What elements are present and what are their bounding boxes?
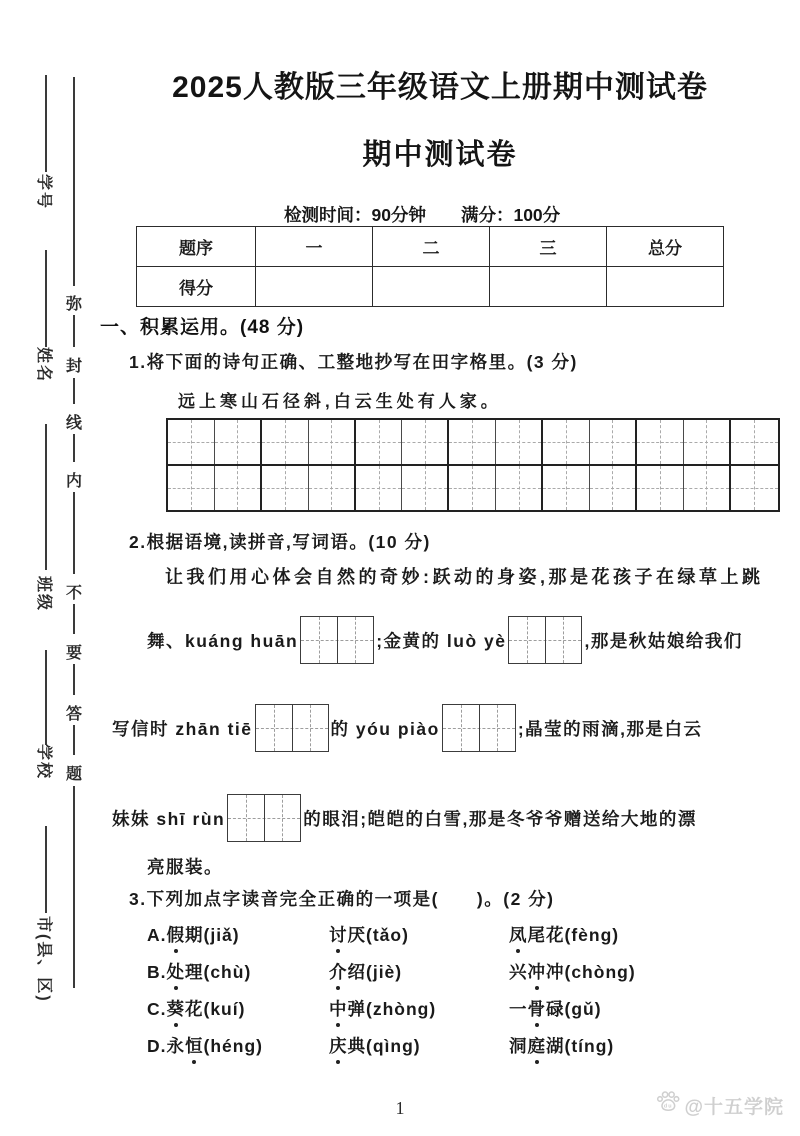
- option-item: D.永恒(héng): [147, 1033, 329, 1058]
- seal-char: 答: [65, 706, 82, 723]
- tian-cell: [449, 466, 496, 510]
- question-2-segment: 的 yóu piào: [330, 718, 440, 739]
- seal-line-segment: [73, 492, 75, 574]
- q3-options: [147, 916, 780, 1064]
- tian-cell: [590, 420, 637, 464]
- score-table-cell: 二: [373, 227, 490, 267]
- watermark: [655, 1089, 784, 1121]
- option-item: 讨厌(tǎo): [329, 922, 509, 947]
- score-table-cell: 题序: [137, 227, 256, 267]
- tian-cell: [215, 420, 262, 464]
- tian-cell: [168, 420, 215, 464]
- option-item: A.假期(jiǎ): [147, 922, 329, 947]
- tian-cell: [402, 420, 449, 464]
- pinyin-answer-box: [300, 616, 374, 664]
- section-heading: 一、积累运用。(48 分): [100, 317, 305, 338]
- dotted-char: 凤: [509, 922, 528, 947]
- tian-cell: [262, 466, 309, 510]
- tian-cell: [637, 420, 684, 464]
- svg-text:du: du: [664, 1103, 674, 1110]
- seal-line-segment: [73, 77, 75, 286]
- question-3-text: 3.下列加点字读音完全正确的一项是( )。(2 分): [129, 889, 555, 909]
- question-2-segment: 亮服装。: [147, 856, 223, 877]
- tian-cell: [543, 420, 590, 464]
- field-label-name: 姓名: [35, 347, 52, 384]
- pinyin-answer-box: [442, 704, 516, 752]
- field-blank-line: [45, 650, 47, 745]
- question-2-line: [147, 850, 223, 882]
- field-blank-line: [45, 826, 47, 913]
- tian-grid: [166, 418, 780, 512]
- tian-cell: [731, 466, 778, 510]
- option-row: [147, 916, 780, 953]
- option-item: 庆典(qìng): [329, 1033, 509, 1058]
- seal-char: 题: [65, 766, 82, 783]
- option-item: 兴冲冲(chòng): [509, 959, 780, 984]
- tian-cell: [731, 420, 778, 464]
- field-label-class: 班级: [35, 576, 52, 613]
- question-2-line: [112, 790, 697, 846]
- question-2-segment: 的眼泪;皑皑的白雪,那是冬爷爷赠送给大地的漂: [303, 808, 697, 829]
- dotted-char: 骨: [528, 996, 547, 1021]
- field-label-school: 学校: [35, 744, 52, 781]
- tian-cell: [496, 420, 543, 464]
- score-table-cell: 一: [256, 227, 373, 267]
- question-2-segment: ;金黄的 luò yè: [376, 630, 507, 651]
- score-blank-cell: [256, 267, 373, 307]
- option-item: B.处理(chù): [147, 959, 329, 984]
- tian-cell: [637, 466, 684, 510]
- seal-line-segment: [73, 725, 75, 755]
- question-2-segment: ;晶莹的雨滴,那是白云: [517, 718, 703, 739]
- tian-cell: [356, 466, 403, 510]
- score-blank-cell: [373, 267, 490, 307]
- seal-line-segment: [73, 786, 75, 988]
- seal-line-segment: [73, 434, 75, 462]
- tian-cell: [684, 420, 731, 464]
- tian-cell: [543, 466, 590, 510]
- dotted-char: 庭: [528, 1033, 547, 1058]
- pinyin-answer-box: [255, 704, 329, 752]
- tian-cell: [496, 466, 543, 510]
- field-blank-line: [45, 250, 47, 347]
- question-2-line: [147, 612, 743, 668]
- seal-line-segment: [73, 664, 75, 695]
- option-item: 介绍(jiè): [329, 959, 509, 984]
- tian-cell: [402, 466, 449, 510]
- score-table: [136, 226, 724, 307]
- tian-grid-row: [168, 420, 778, 464]
- score-table-cell: 三: [490, 227, 607, 267]
- tian-cell: [309, 466, 356, 510]
- tian-cell: [590, 466, 637, 510]
- paw-icon: [655, 1089, 681, 1121]
- seal-line-segment: [73, 378, 75, 404]
- question-1-text: 1.将下面的诗句正确、工整地抄写在田字格里。(3 分): [129, 352, 578, 372]
- tian-grid-row: [168, 464, 778, 510]
- option-item: 洞庭湖(tíng): [509, 1033, 780, 1058]
- field-blank-line: [45, 75, 47, 172]
- score-blank-cell: [607, 267, 724, 307]
- question-2-segment: ,那是秋姑娘给我们: [584, 630, 743, 651]
- field-label-city: 市(县、区): [35, 916, 52, 1003]
- dotted-char: 冲: [528, 959, 547, 984]
- question-2-intro: 让我们用心体会自然的奇妙:跃动的身姿,那是花孩子在绿草上跳: [165, 567, 764, 587]
- option-item: 中弹(zhòng): [329, 996, 509, 1021]
- score-table-cell: 得分: [137, 267, 256, 307]
- question-2-segment: 舞、kuáng huān: [147, 630, 299, 651]
- seal-char: 要: [65, 645, 82, 662]
- seal-char: 线: [65, 415, 82, 432]
- page-title: 2025人教版三年级语文上册期中测试卷: [172, 71, 708, 104]
- tian-cell: [309, 420, 356, 464]
- tian-cell: [262, 420, 309, 464]
- page-number: 1: [395, 1098, 405, 1118]
- exam-info: 检测时间：90分钟 满分：100分: [284, 205, 561, 225]
- tian-cell: [356, 420, 403, 464]
- seal-char: 不: [65, 585, 82, 602]
- score-table-cell: 总分: [607, 227, 724, 267]
- watermark-text: @十五学院: [684, 1096, 784, 1118]
- field-label-student-number: 学号: [35, 174, 52, 211]
- seal-line-segment: [73, 315, 75, 347]
- dotted-char: 葵: [167, 996, 186, 1021]
- question-2-segment: 妹妹 shī rùn: [112, 808, 226, 829]
- seal-char: 内: [65, 473, 82, 490]
- dotted-char: 庆: [329, 1033, 348, 1058]
- page-subtitle: 期中测试卷: [362, 139, 518, 171]
- question-2-segment: 写信时 zhān tiē: [112, 718, 253, 739]
- pinyin-answer-box: [227, 794, 301, 842]
- pinyin-answer-box: [508, 616, 582, 664]
- dotted-char: 恒: [185, 1033, 204, 1058]
- seal-char: 弥: [65, 296, 82, 313]
- field-blank-line: [45, 424, 47, 570]
- tian-cell: [215, 466, 262, 510]
- dotted-char: 讨: [329, 922, 348, 947]
- dotted-char: 中: [329, 996, 348, 1021]
- seal-char: 封: [65, 358, 82, 375]
- option-item: 一骨碌(gǔ): [509, 996, 780, 1021]
- poem-line: 远上寒山石径斜,白云生处有人家。: [178, 392, 502, 411]
- dotted-char: 介: [329, 959, 348, 984]
- dotted-char: 处: [167, 959, 186, 984]
- score-table-score-row: [137, 267, 724, 307]
- score-table-header-row: [137, 227, 724, 267]
- seal-line-segment: [73, 604, 75, 634]
- dotted-char: 假: [167, 922, 186, 947]
- option-item: 凤尾花(fèng): [509, 922, 780, 947]
- tian-cell: [449, 420, 496, 464]
- option-row: [147, 990, 780, 1027]
- tian-cell: [168, 466, 215, 510]
- option-row: [147, 1027, 780, 1064]
- tian-cell: [684, 466, 731, 510]
- question-2-line: [112, 700, 703, 756]
- question-2-text: 2.根据语境,读拼音,写词语。(10 分): [129, 532, 431, 552]
- score-blank-cell: [490, 267, 607, 307]
- option-item: C.葵花(kuí): [147, 996, 329, 1021]
- option-row: [147, 953, 780, 990]
